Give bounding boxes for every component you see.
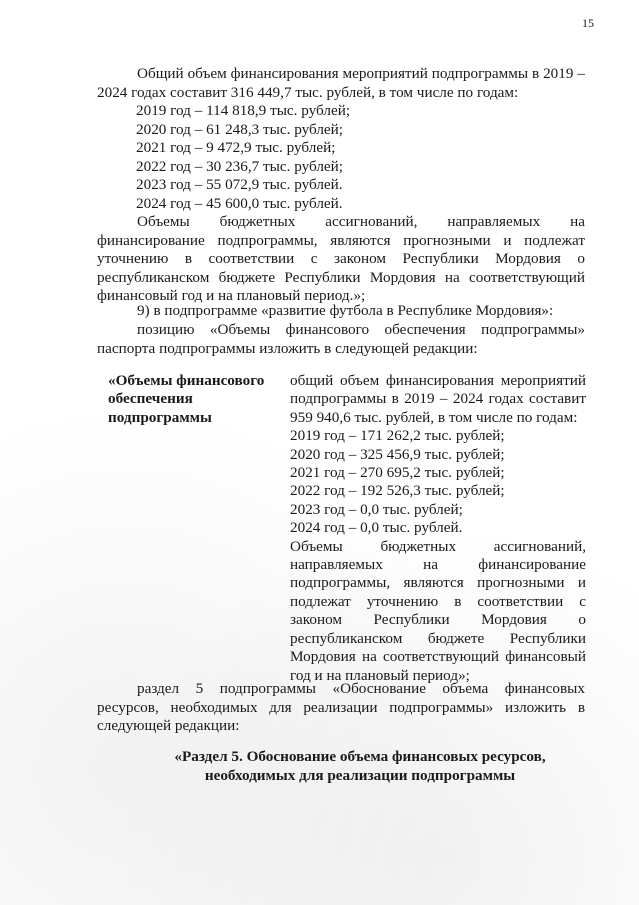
- year-2022-line: 2022 год – 30 236,7 тыс. рублей;: [136, 158, 344, 175]
- table-content: [290, 372, 586, 685]
- table-note: Объемы бюджетных ассигнований, направляемых на финансирование подпрограммы, являются прогнозными и подлежат уточнению в соответствии с законом Республики Мордовия о республиканском бюджете Республики Мордовия на соответствующий финансовый год и на плановый период»;: [290, 537, 586, 684]
- year-2020-line: 2020 год – 61 248,3 тыс. рублей;: [136, 121, 344, 138]
- item-9-line: 9) в подпрограмме «развитие футбола в Республике Мордовия»:: [137, 302, 554, 319]
- page-number: 15: [582, 16, 594, 30]
- budget-note: Объемы бюджетных ассигнований, направляемых на финансирование подпрограммы, являются прогнозными и подлежат уточнению в соответствии с законом Республики Мордовия о республиканском бюджете Республики Мордовия на соответствующий финансовый год и на плановый период.»;: [97, 213, 585, 305]
- table-intro: общий объем финансирования мероприятий подпрограммы в 2019 – 2024 годах составит 959 940,6 тыс. рублей, в том числе по годам:: [290, 372, 586, 426]
- table-year-2021: 2021 год – 270 695,2 тыс. рублей;: [290, 464, 505, 482]
- heading-line-2: необходимых для реализации подпрограммы: [204, 767, 516, 784]
- year-2024-line: 2024 год – 45 600,0 тыс. рублей.: [136, 195, 343, 212]
- year-2023-line: 2023 год – 55 072,9 тыс. рублей.: [136, 176, 343, 193]
- section-5-heading: [150, 747, 570, 785]
- table-label: «Объемы финансового обеспечения подпрограммы: [108, 372, 265, 426]
- financing-intro: Общий объем финансирования мероприятий подпрограммы в 2019 – 2024 годах составит 316 449,7 тыс. рублей, в том числе по годам:: [97, 65, 585, 101]
- table-year-2024: 2024 год – 0,0 тыс. рублей.: [290, 519, 463, 537]
- section-5-instruction: раздел 5 подпрограммы «Обоснование объема финансовых ресурсов, необходимых для реализации подпрограммы» изложить в следующей редакции:: [97, 680, 585, 735]
- year-2021-line: 2021 год – 9 472,9 тыс. рублей;: [136, 139, 336, 156]
- table-year-2020: 2020 год – 325 456,9 тыс. рублей;: [290, 445, 505, 463]
- table-year-2019: 2019 год – 171 262,2 тыс. рублей;: [290, 427, 505, 445]
- table-year-2023: 2023 год – 0,0 тыс. рублей;: [290, 500, 463, 518]
- year-2019-line: 2019 год – 114 818,9 тыс. рублей;: [136, 102, 351, 119]
- item-9-instruction: позицию «Объемы финансового обеспечения подпрограммы» паспорта подпрограммы изложить в следующей редакции:: [97, 321, 585, 357]
- heading-line-1: «Раздел 5. Обоснование объема финансовых ресурсов,: [174, 748, 546, 765]
- table-year-2022: 2022 год – 192 526,3 тыс. рублей;: [290, 482, 505, 500]
